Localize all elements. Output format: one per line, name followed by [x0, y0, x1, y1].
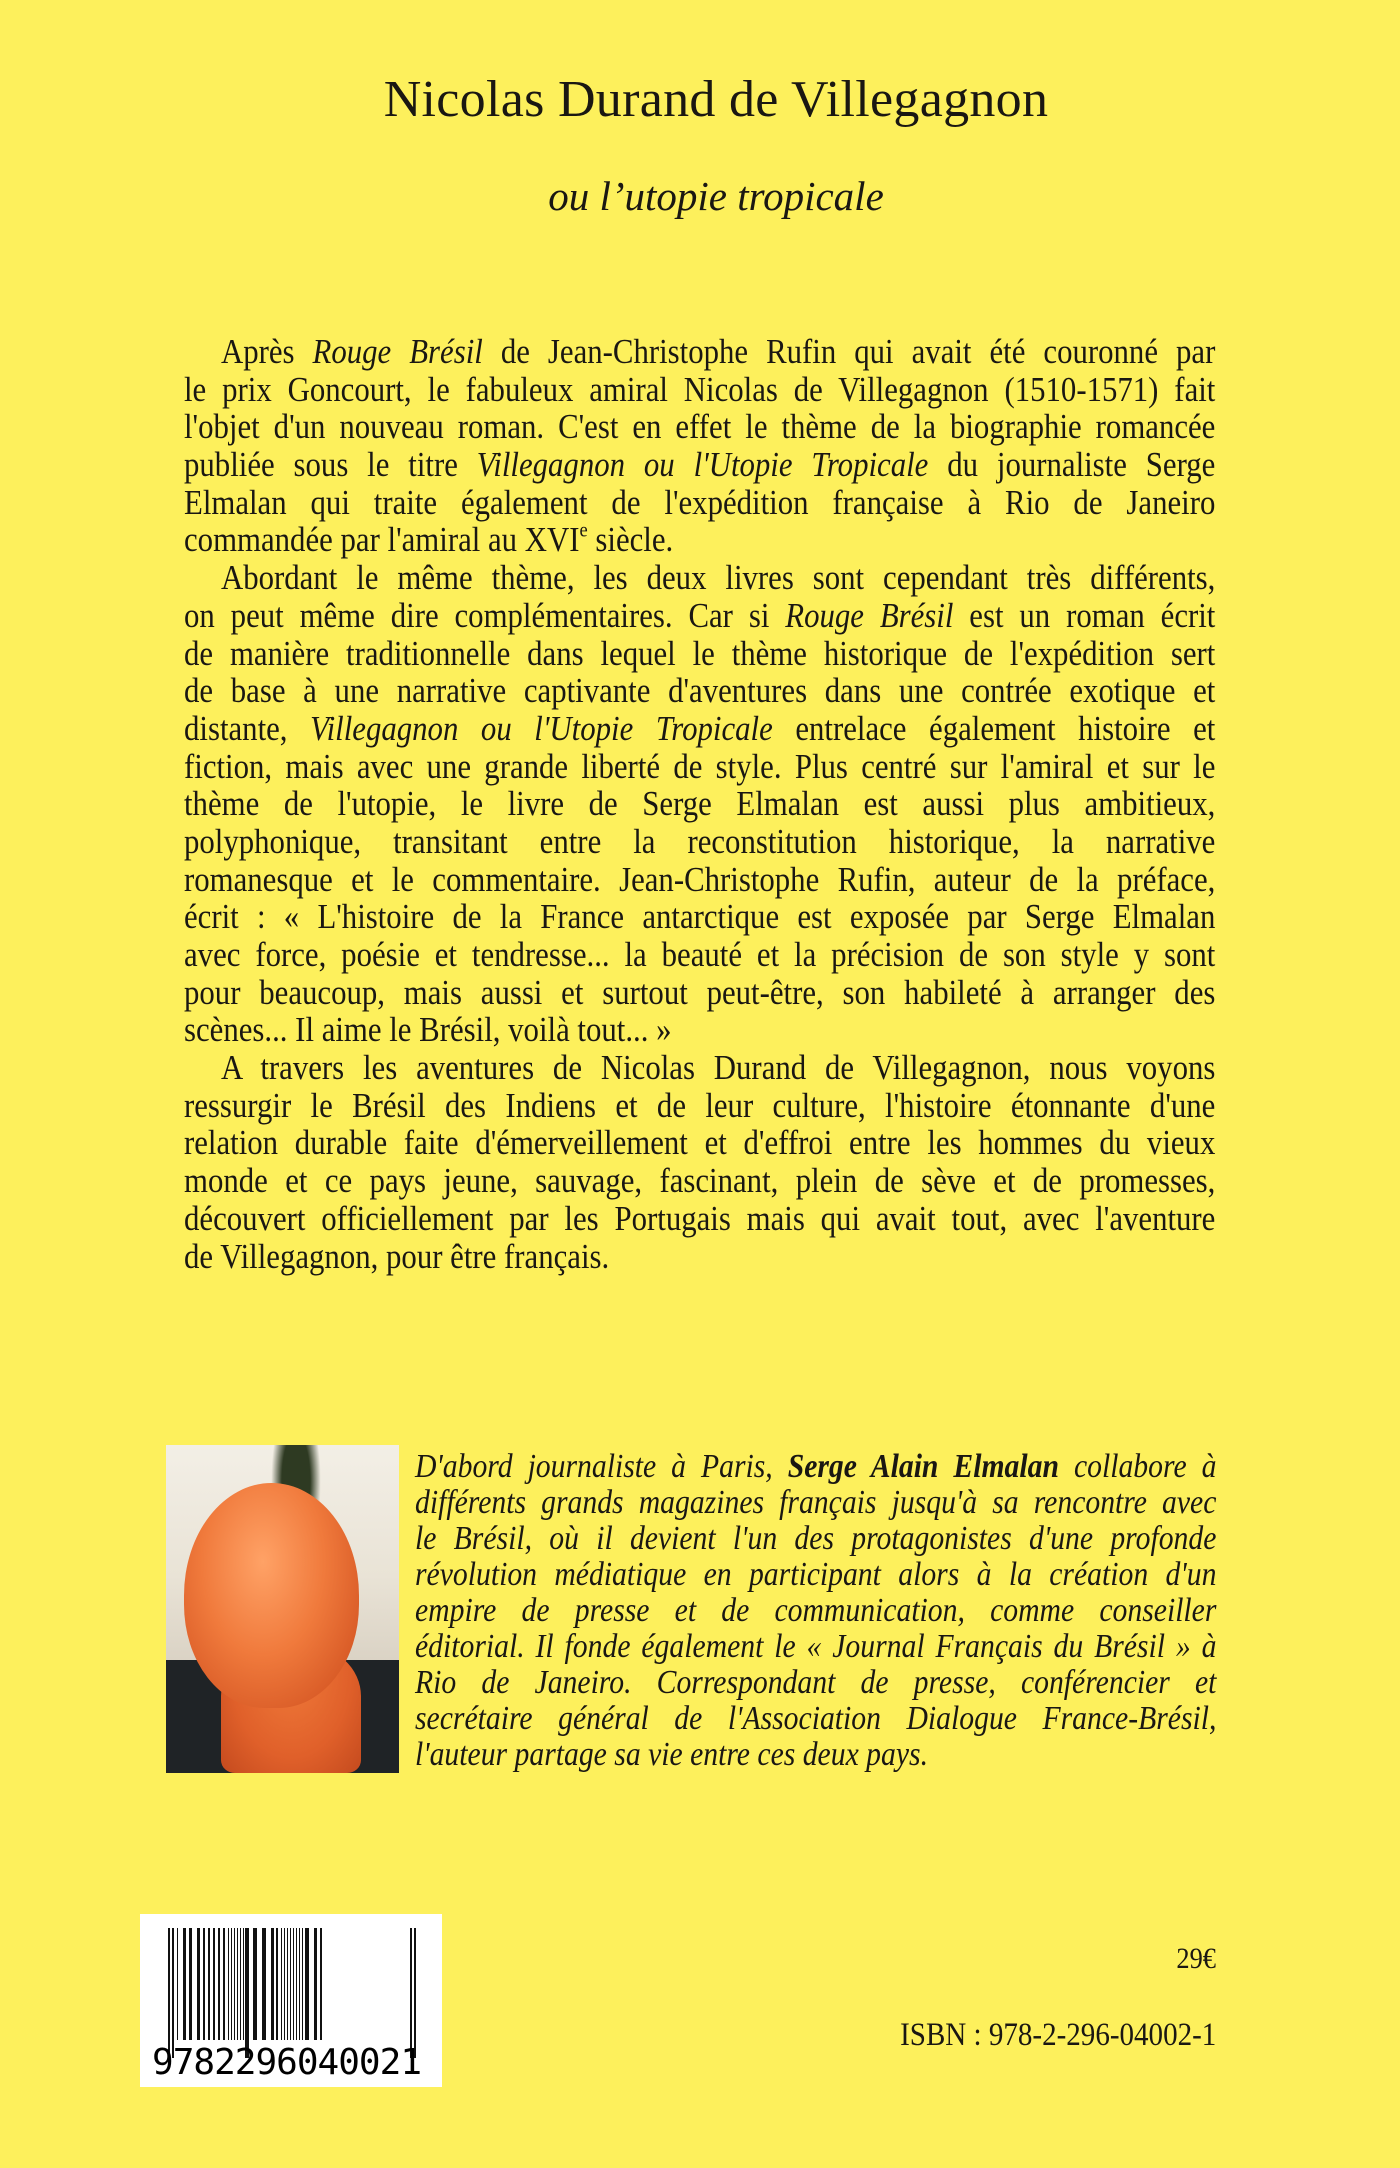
- text-span: Abordant le même thème, les deux livres sont cependant très différents,: [220, 558, 1216, 598]
- text-line: [184, 446, 1215, 484]
- text-line: [184, 1238, 1215, 1276]
- text-line: [415, 1629, 1216, 1665]
- text-span: thème de l'utopie, le livre de Serge Elmalan est aussi plus ambitieux,: [184, 784, 1216, 824]
- text-line: [184, 1087, 1215, 1125]
- text-span: de Villegagnon, pour être français.: [184, 1236, 610, 1276]
- text-span: différents grands magazines français jusqu'à sa rencontre avec: [415, 1484, 1217, 1521]
- barcode-bar: [197, 1928, 200, 2040]
- text-span: de manière traditionnelle dans lequel le thème historique de l'expédition sert: [184, 633, 1216, 673]
- barcode-bar: [189, 1928, 192, 2040]
- text-line: [184, 1124, 1215, 1162]
- text-span: de base à une narrative captivante d'aventures dans une contrée exotique et: [184, 671, 1216, 711]
- text-line: [184, 936, 1215, 974]
- barcode-bar: [284, 1928, 285, 2040]
- text-span: Après: [220, 332, 313, 371]
- text-line: [415, 1521, 1216, 1557]
- text-span: fiction, mais avec une grande liberté de style. Plus centré sur l'amiral et sur le: [184, 746, 1216, 786]
- text-line: [184, 371, 1215, 409]
- text-line: [184, 484, 1215, 522]
- barcode-bar: [168, 1928, 170, 2058]
- text-span: entrelace également histoire et: [772, 708, 1216, 748]
- barcode-bar: [253, 1928, 257, 2040]
- barcode-bar: [296, 1928, 297, 2040]
- text-span: D'abord journaliste à Paris,: [415, 1448, 788, 1485]
- price: 29€: [1176, 1942, 1216, 1975]
- barcode-bar: [243, 1928, 244, 2040]
- paragraph: [184, 559, 1215, 1049]
- text-line: [184, 408, 1215, 446]
- book-subtitle: ou l’utopie tropicale: [548, 173, 884, 219]
- barcode-bar: [414, 1928, 416, 2058]
- text-span: romanesque et le commentaire. Jean-Christophe Rufin, auteur de la préface,: [184, 859, 1216, 899]
- barcode-bar: [223, 1928, 225, 2040]
- text-line: [415, 1593, 1216, 1629]
- text-line: [184, 898, 1215, 936]
- author-photo: [166, 1445, 399, 1773]
- text-line: [415, 1665, 1216, 1701]
- text-span: secrétaire général de l'Association Dialogue France-Brésil,: [415, 1700, 1217, 1737]
- text-span: scènes... Il aime le Brésil, voilà tout... »: [184, 1010, 672, 1050]
- text-span: révolution médiatique en participant alors à la création d'un: [415, 1556, 1217, 1593]
- head-shape: [184, 1483, 359, 1708]
- barcode-bar: [290, 1928, 291, 2040]
- text-span: collabore à: [1058, 1448, 1217, 1485]
- text-line: [415, 1701, 1216, 1737]
- text-line: [184, 710, 1215, 748]
- barcode-bar: [293, 1928, 294, 2040]
- text-span: écrit : « L'histoire de la France antarctique est exposée par Serge Elmalan: [184, 897, 1216, 937]
- text-line: [184, 785, 1215, 823]
- paragraph: [184, 333, 1215, 559]
- barcode-bar: [287, 1928, 288, 2040]
- blurb-text: [184, 333, 1215, 1275]
- barcode-digits: 9782296040021: [152, 2042, 422, 2083]
- text-span: polyphonique, transitant entre la reconstitution historique, la narrative: [184, 821, 1216, 861]
- text-span: empire de presse et de communication, comme conseiller: [415, 1592, 1217, 1629]
- barcode-graphic: [140, 1914, 442, 2087]
- barcode-bar: [314, 1928, 317, 2040]
- author-bio: [415, 1449, 1216, 1773]
- barcode-bar: [305, 1928, 309, 2040]
- text-span: distante,: [184, 708, 311, 748]
- text-line: [184, 1200, 1215, 1238]
- barcode-bar: [281, 1928, 282, 2040]
- barcode-bar: [228, 1928, 229, 2040]
- barcode-bar: [208, 1928, 210, 2040]
- barcode-bar: [410, 1928, 412, 2058]
- text-span: monde et ce pays jeune, sauvage, fascinant, plein de sève et de promesses,: [184, 1161, 1216, 1201]
- text-span: est un roman écrit: [953, 595, 1216, 635]
- text-span: siècle.: [587, 520, 674, 560]
- barcode-bar: [183, 1928, 186, 2040]
- italic-title: Rouge Brésil: [785, 595, 954, 635]
- isbn: ISBN : 978-2-296-04002-1: [899, 2017, 1216, 2053]
- text-span: Rio de Janeiro. Correspondant de presse, conférencier et: [415, 1664, 1217, 1701]
- text-span: éditorial. Il fonde également le « Journal Français du Brésil » à: [415, 1628, 1217, 1665]
- book-title: Nicolas Durand de Villegagnon: [383, 71, 1049, 128]
- text-span: du journaliste Serge: [928, 445, 1216, 485]
- text-span: commandée par l'amiral au XVI: [184, 520, 580, 560]
- text-line: [184, 861, 1215, 899]
- text-span: on peut même dire complémentaires. Car si: [184, 595, 786, 635]
- author-name: Serge Alain Elmalan: [787, 1448, 1059, 1485]
- text-span: Elmalan qui traite également de l'expédition française à Rio de Janeiro: [184, 482, 1216, 522]
- barcode-bar: [240, 1928, 241, 2040]
- text-span: découvert officiellement par les Portugais mais qui avait tout, avec l'aventure: [184, 1198, 1216, 1238]
- text-span: A travers les aventures de Nicolas Durand de Villegagnon, nous voyons: [220, 1048, 1216, 1088]
- text-span: le Brésil, où il devient l'un des protagonistes d'une profonde: [415, 1520, 1217, 1557]
- text-span: le prix Goncourt, le fabuleux amiral Nicolas de Villegagnon (1510-1571) fait: [184, 369, 1216, 409]
- text-line: [415, 1449, 1216, 1485]
- text-line: [184, 1011, 1215, 1049]
- barcode-bar: [172, 1928, 174, 2058]
- text-span: publiée sous le titre: [184, 445, 477, 485]
- barcode-bar: [203, 1928, 205, 2040]
- barcode-bar: [302, 1928, 303, 2040]
- text-line: [184, 333, 1215, 371]
- barcode-bar: [177, 1928, 178, 2040]
- barcode-bar: [271, 1928, 274, 2040]
- text-line: [184, 823, 1215, 861]
- text-line: [184, 517, 1215, 560]
- italic-title: Villegagnon ou l'Utopie Tropicale: [476, 445, 929, 485]
- text-span: l'objet d'un nouveau roman. C'est en effet le thème de la biographie romancée: [184, 407, 1216, 447]
- barcode-bar: [237, 1928, 238, 2040]
- barcode-bar: [245, 1928, 249, 2058]
- text-span: de Jean-Christophe Rufin qui avait été couronné par: [482, 332, 1216, 371]
- text-span: ressurgir le Brésil des Indiens et de leur culture, l'histoire étonnante d'une: [184, 1085, 1216, 1125]
- paragraph: [184, 1049, 1215, 1275]
- text-line: [415, 1737, 1216, 1773]
- barcode-bar: [213, 1928, 215, 2040]
- text-line: [184, 1049, 1215, 1087]
- barcode-bar: [276, 1928, 278, 2040]
- barcode-bar: [299, 1928, 300, 2040]
- text-span: pour beaucoup, mais aussi et surtout peut-être, son habileté à arranger des: [184, 972, 1216, 1012]
- italic-title: Villegagnon ou l'Utopie Tropicale: [310, 708, 773, 748]
- barcode-bar: [234, 1928, 235, 2040]
- text-line: [415, 1485, 1216, 1521]
- text-line: [184, 597, 1215, 635]
- barcode-bar: [262, 1928, 266, 2040]
- barcode: [140, 1914, 442, 2087]
- text-line: [184, 1162, 1215, 1200]
- text-line: [184, 635, 1215, 673]
- text-span: avec force, poésie et tendresse... la beauté et la précision de son style y sont: [184, 935, 1216, 974]
- text-line: [184, 974, 1215, 1012]
- barcode-bar: [320, 1928, 322, 2040]
- text-line: [184, 672, 1215, 710]
- text-line: [184, 559, 1215, 597]
- italic-title: Rouge Brésil: [312, 332, 483, 371]
- barcode-bar: [231, 1928, 232, 2040]
- text-line: [415, 1557, 1216, 1593]
- superscript: e: [579, 517, 588, 542]
- barcode-bar: [218, 1928, 220, 2040]
- text-span: l'auteur partage sa vie entre ces deux pays.: [415, 1736, 929, 1773]
- text-span: relation durable faite d'émerveillement et d'effroi entre les hommes du vieux: [184, 1123, 1216, 1163]
- text-line: [184, 748, 1215, 786]
